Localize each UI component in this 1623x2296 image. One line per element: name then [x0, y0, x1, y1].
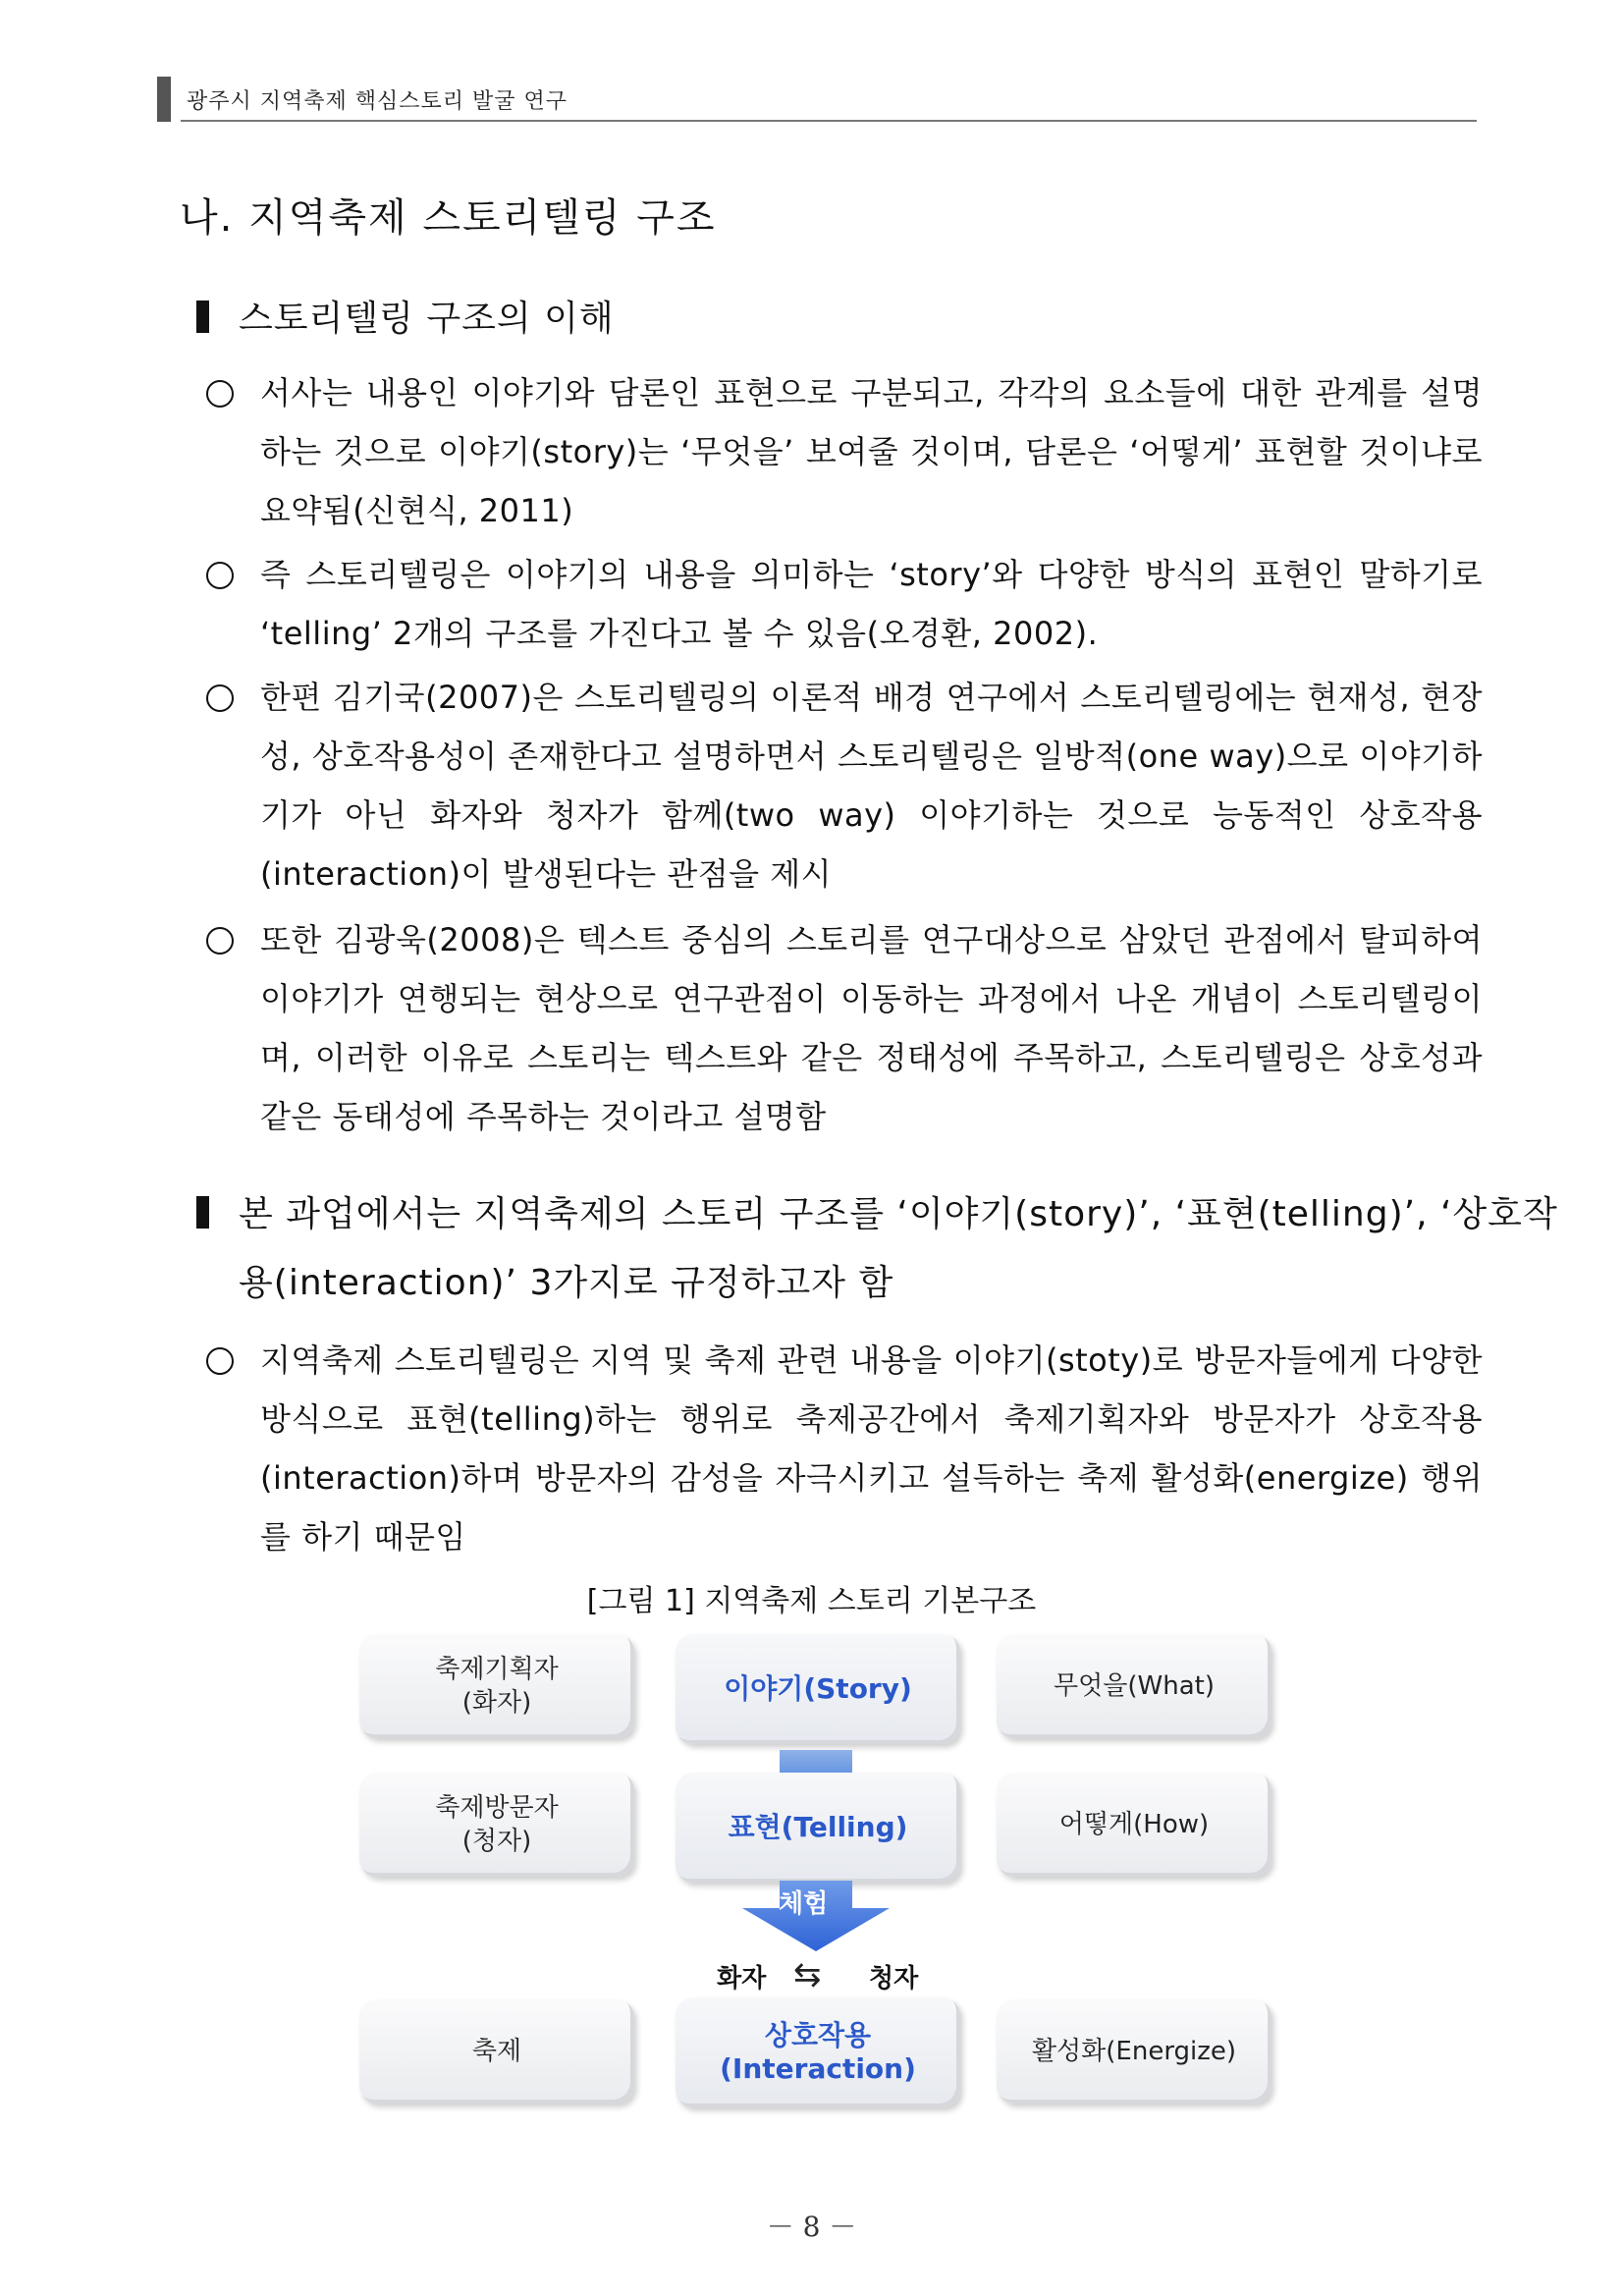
- list-item-text: 즉 스토리텔링은 이야기의 내용을 의미하는 ‘story’와 다양한 방식의 표현인 말하기로 ‘telling’ 2개의 구조를 가진다고 볼 수 있음(오경환, 2002).: [260, 556, 1483, 652]
- list-item-text: 한편 김기국(2007)은 스토리텔링의 이론적 배경 연구에서 스토리텔링에는 현재성, 현장성, 상호작용성이 존재한다고 설명하면서 스토리텔링은 일방적(one way)으로 이야기하기가 아닌 화자와 청자가 함께(two way) 이야기하는 것으로 능동적인 상호작용(interaction)이 발생된다는 관점을 제시: [260, 679, 1483, 893]
- list-item: [206, 1331, 1483, 1566]
- square-bullet-icon: [196, 1196, 209, 1229]
- circle-bullet-icon: [206, 1347, 234, 1375]
- list-item-text: 서사는 내용인 이야기와 담론인 표현으로 구분되고, 각각의 요소들에 대한 관계를 설명하는 것으로 이야기(story)는 ‘무엇을’ 보여줄 것이며, 담론은 ‘어떻게’ 표현할 것이냐로 요약됨(신현식, 2011): [260, 374, 1483, 529]
- festival-box: 축제: [359, 1999, 634, 2104]
- listener-label: 청자: [869, 1964, 919, 1994]
- telling-box: 표현(Telling): [676, 1773, 960, 1883]
- header-bar: [157, 77, 171, 122]
- list-item: [206, 363, 1483, 540]
- list-item: [206, 668, 1483, 903]
- speaker-label: 화자: [717, 1964, 767, 1994]
- square-bullet-icon: [196, 301, 209, 333]
- circle-bullet-icon: [206, 562, 234, 589]
- exchange-icon: ⇆: [793, 1955, 822, 1995]
- what-box: 무엇을(What): [997, 1634, 1271, 1738]
- section-title: 나. 지역축제 스토리텔링 구조: [180, 195, 717, 241]
- energize-box: 활성화(Energize): [997, 1999, 1271, 2104]
- list-item: [206, 910, 1483, 1146]
- list-item: [206, 545, 1483, 663]
- how-box: 어떻게(How): [997, 1773, 1271, 1877]
- subheading-2-line1: 본 과업에서는 지역축제의 스토리 구조를 ‘이야기(story)’, ‘표현(telling)’, ‘상호작: [239, 1194, 1558, 1234]
- page-number: － 8 －: [766, 2211, 857, 2243]
- experience-label: 체험: [779, 1889, 829, 1919]
- story-box: 이야기(Story): [676, 1634, 960, 1744]
- circle-bullet-icon: [206, 927, 234, 955]
- running-header: 광주시 지역축제 핵심스토리 발굴 연구: [187, 89, 568, 114]
- planner-box: 축제기획자 (화자): [359, 1634, 634, 1738]
- interaction-box: 상호작용(Interaction): [676, 1997, 960, 2107]
- header-rule: [181, 120, 1477, 122]
- circle-bullet-icon: [206, 684, 234, 712]
- visitor-box: 축제방문자 (청자): [359, 1773, 634, 1877]
- subheading-2-line2: 용(interaction)’ 3가지로 규정하고자 함: [239, 1263, 894, 1303]
- list-item-text: 또한 김광욱(2008)은 텍스트 중심의 스토리를 연구대상으로 삼았던 관점에서 탈피하여 이야기가 연행되는 현상으로 연구관점이 이동하는 과정에서 나온 개념이 스토리텔링이며, 이러한 이유로 스토리는 텍스트와 같은 정태성에 주목하고, 스토리텔링은 상호성과 같은 동태성에 주목하는 것이라고 설명함: [260, 921, 1483, 1135]
- subheading-1: 스토리텔링 구조의 이해: [239, 299, 615, 339]
- circle-bullet-icon: [206, 380, 234, 408]
- list-item-text: 지역축제 스토리텔링은 지역 및 축제 관련 내용을 이야기(stoty)로 방문자들에게 다양한 방식으로 표현(telling)하는 행위로 축제공간에서 축제기획자와 방문자가 상호작용(interaction)하며 방문자의 감성을 자극시키고 설득하는 축제 활성화(energize) 행위를 하기 때문임: [260, 1341, 1483, 1556]
- figure-caption: [그림 1] 지역축제 스토리 기본구조: [586, 1584, 1037, 1618]
